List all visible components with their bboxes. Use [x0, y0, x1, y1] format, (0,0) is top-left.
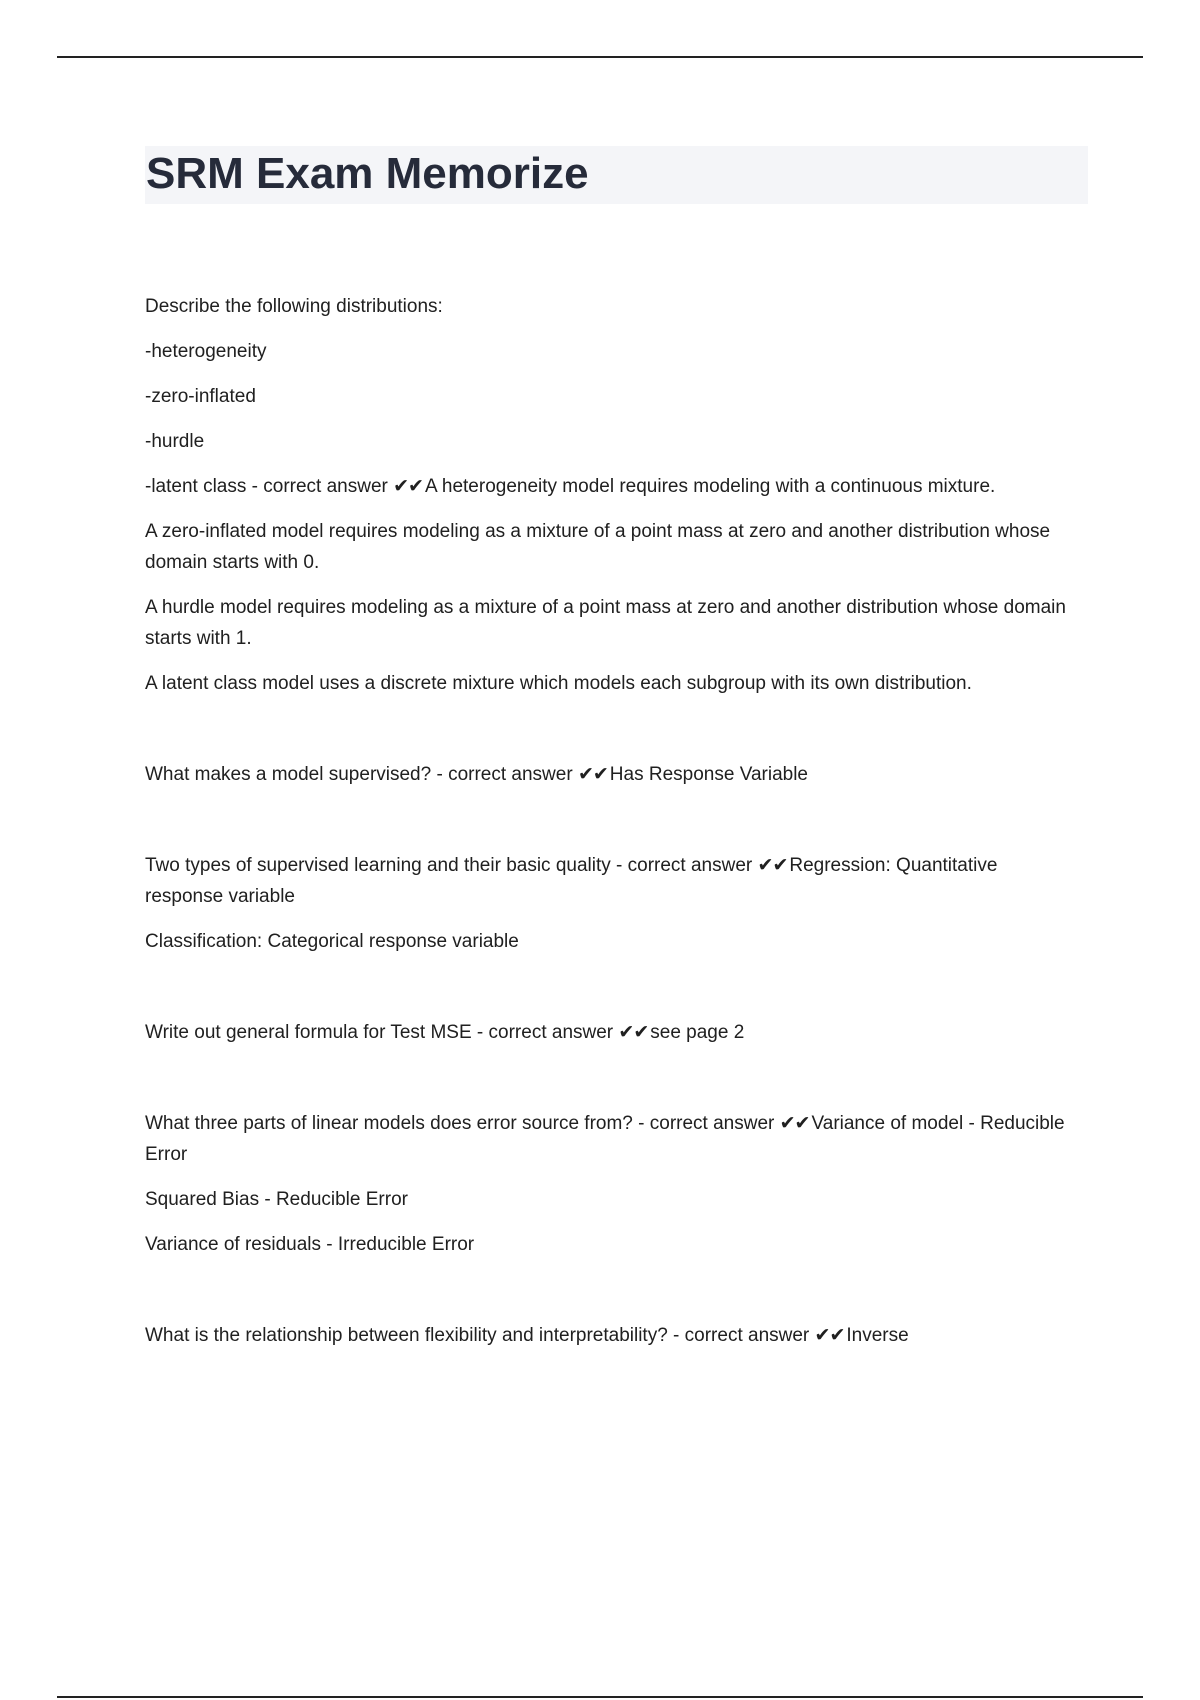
double-check-icon: ✔✔: [757, 855, 788, 876]
question-answer-line: [145, 850, 1075, 912]
question-answer-line: [145, 1108, 1075, 1170]
answer-line: A zero-inflated model requires modeling as a mixture of a point mass at zero and another distribution whose domain starts with 0.: [145, 521, 1051, 573]
bottom-rule: [57, 1696, 1143, 1698]
double-check-icon: ✔✔: [393, 476, 423, 497]
top-rule: [57, 56, 1143, 58]
qa-item-flexibility: [145, 1320, 1075, 1351]
question-text: Write out general formula for Test MSE - correct answer: [145, 1022, 619, 1043]
question-line: -heterogeneity: [145, 341, 267, 362]
question-answer-line: [145, 759, 1075, 790]
question-answer-line: [145, 1320, 1075, 1351]
double-check-icon: ✔✔: [577, 764, 608, 785]
question-answer-line: [145, 1017, 1075, 1048]
double-check-icon: ✔✔: [779, 1113, 810, 1134]
answer-text: Inverse: [846, 1325, 909, 1346]
question-text: What is the relationship between flexibility and interpretability? - correct answer: [145, 1325, 815, 1346]
document-content: [145, 291, 1075, 1411]
question-line: -zero-inflated: [145, 386, 256, 407]
question-answer-line: [145, 471, 1075, 502]
qa-item-error-sources: [145, 1108, 1075, 1260]
qa-item-learning-types: [145, 850, 1075, 957]
answer-text: Regression: Quantitative response variable: [145, 855, 998, 907]
document-title: SRM Exam Memorize: [146, 149, 589, 198]
qa-item-distributions: [145, 291, 1075, 699]
answer-text: Has Response Variable: [609, 764, 808, 785]
qa-item-supervised: [145, 759, 1075, 790]
answer-text: see page 2: [650, 1022, 745, 1043]
qa-item-test-mse: [145, 1017, 1075, 1048]
question-text: What three parts of linear models does error source from? - correct answer: [145, 1113, 780, 1134]
question-line: Describe the following distributions:: [145, 296, 443, 317]
answer-line: Variance of residuals - Irreducible Error: [145, 1234, 475, 1255]
double-check-icon: ✔✔: [814, 1325, 845, 1346]
answer-text: Variance of model - Reducible Error: [145, 1113, 1065, 1165]
answer-line: Classification: Categorical response variable: [145, 931, 519, 952]
answer-line: Squared Bias - Reducible Error: [145, 1189, 408, 1210]
question-text: What makes a model supervised? - correct answer: [145, 764, 578, 785]
double-check-icon: ✔✔: [618, 1022, 649, 1043]
question-text: -latent class - correct answer: [145, 476, 394, 497]
question-text: Two types of supervised learning and their basic quality - correct answer: [145, 855, 758, 876]
answer-line: A hurdle model requires modeling as a mixture of a point mass at zero and another distribution whose domain starts with 1.: [145, 597, 1066, 649]
answer-line: A latent class model uses a discrete mixture which models each subgroup with its own distribution.: [145, 673, 972, 694]
answer-text: A heterogeneity model requires modeling with a continuous mixture.: [424, 476, 996, 497]
question-line: -hurdle: [145, 431, 205, 452]
